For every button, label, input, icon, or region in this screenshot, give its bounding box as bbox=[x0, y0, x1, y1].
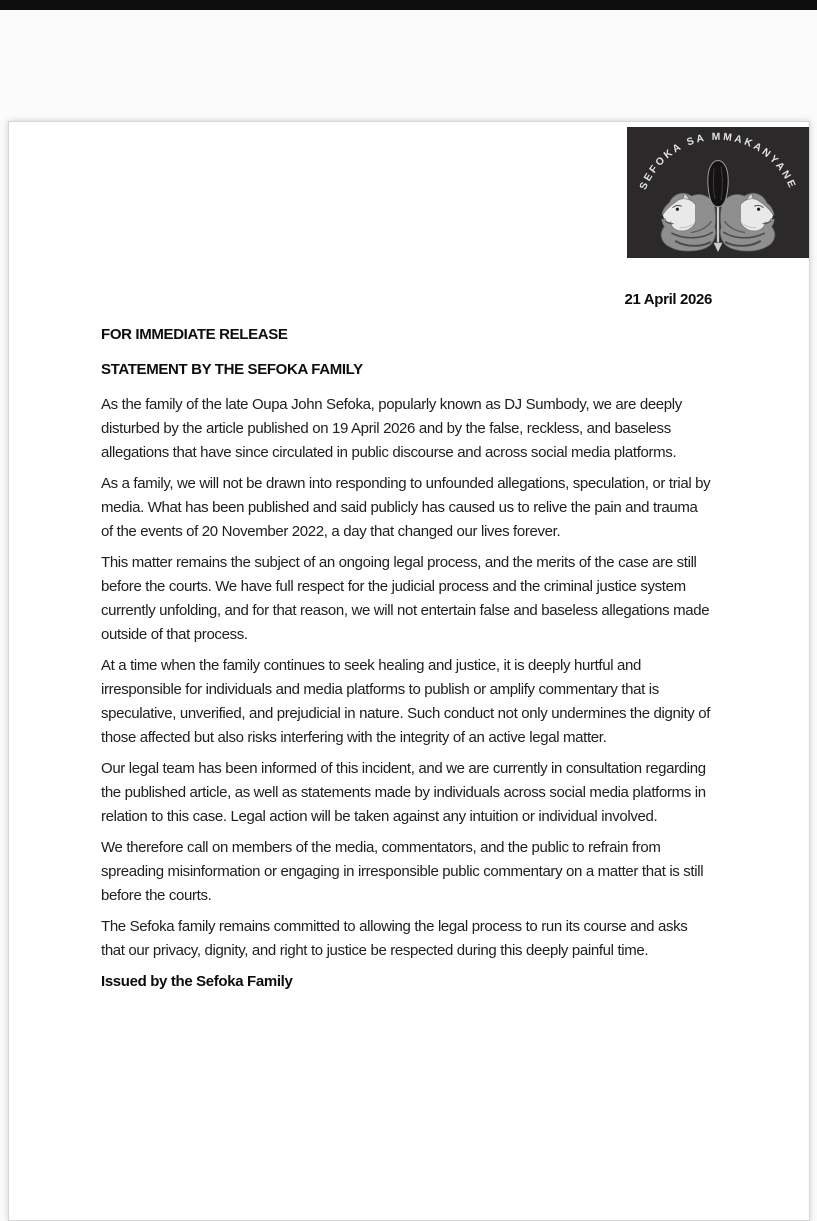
statement-paragraph: As a family, we will not be drawn into responding to unfounded allegations, speculation, or trial by media. What has been published and said publicly has caused us to relive the pain and trauma of the events of 20 November 2022, a day that changed our lives forever. bbox=[101, 475, 711, 540]
statement-paragraph: Our legal team has been informed of this incident, and we are currently in consultation regarding the published article, as well as statements made by individuals across social media platforms in relation to this case. Legal action will be taken against any intuition or individual involved. bbox=[101, 760, 706, 825]
document-page bbox=[8, 121, 810, 1221]
crest-graphic bbox=[627, 127, 809, 258]
top-black-bar bbox=[0, 0, 817, 10]
statement-title: STATEMENT BY THE SEFOKA FAMILY bbox=[101, 361, 363, 378]
statement-paragraph: As the family of the late Oupa John Sefoka, popularly known as DJ Sumbody, we are deeply disturbed by the article published on 19 April 2026 and by the false, reckless, and baseless allegations that have since circulated in public discourse and across social media platforms. bbox=[101, 396, 682, 461]
statement-paragraph: The Sefoka family remains committed to allowing the legal process to run its course and asks that our privacy, dignity, and right to justice be respected during this deeply painful time. bbox=[101, 918, 688, 959]
document-body bbox=[9, 122, 809, 1034]
statement-paragraph: At a time when the family continues to seek healing and justice, it is deeply hurtful and irresponsible for individuals and media platforms to publish or amplify commentary that is speculative, unverified, and prejudicial in nature. Such conduct not only undermines the dignity of those affected but also risks interfering with the integrity of an active legal matter. bbox=[101, 657, 711, 746]
release-date: 21 April 2026 bbox=[624, 291, 712, 308]
family-crest-logo bbox=[627, 127, 809, 258]
statement-paragraph: This matter remains the subject of an ongoing legal process, and the merits of the case are still before the courts. We have full respect for the judicial process and the criminal justice system currently unfolding, and for that reason, we will not entertain false and baseless allegations made outside of that process. bbox=[101, 554, 710, 643]
crest-arc-text: SEFOKA SA MMAKANYANE bbox=[638, 131, 798, 192]
statement-paragraph: We therefore call on members of the media, commentators, and the public to refrain from spreading misinformation or engaging in irresponsible public commentary on a matter that is still before the courts. bbox=[101, 839, 704, 904]
plume-icon bbox=[708, 160, 728, 206]
release-line: FOR IMMEDIATE RELEASE bbox=[101, 326, 288, 343]
signoff: Issued by the Sefoka Family bbox=[101, 973, 293, 990]
